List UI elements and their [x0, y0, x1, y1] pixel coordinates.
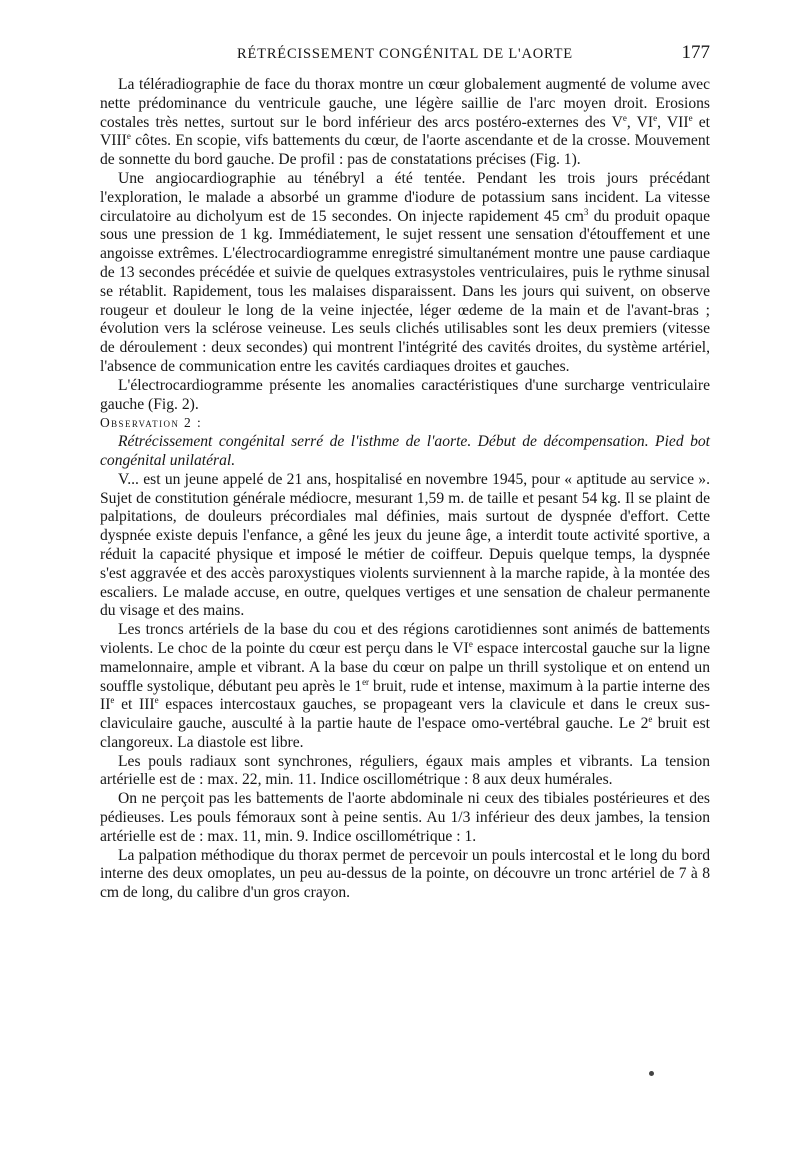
paragraph-history: V... est un jeune appelé de 21 ans, hospitalisé en novembre 1945, pour « aptitude au service ». Sujet de constitution générale médiocre, mesurant 1,59 m. de taille et pesant 54 kg. Il se plaint de palpitations, de douleurs précordiales mal définies, mais surtout de dyspnée d'effort. Cette dyspnée existe depuis l'enfance, a gêné les jeux du jeune âge, a interdit toute activité sportive, a réduit la capacité physique et imposé le métier de coiffeur. Depuis quelque temps, la dyspnée s'est aggravée et des accès paroxystiques violents surviennent à la marche rapide, à la montée des escaliers. Le malade accuse, en outre, quelques vertiges et une sensation de chaleur permanente du visage et des mains.: [100, 470, 710, 620]
paragraph-text: Les troncs artériels de la base du cou et des régions carotidiennes sont animés de battements violents. Le choc de la pointe du cœur est perçu dans le VI: [100, 621, 710, 657]
paragraph-ecg: L'électrocardiogramme présente les anomalies caractéristiques d'une surcharge ventriculaire gauche (Fig. 2).: [100, 376, 710, 413]
superscript: e: [110, 695, 115, 706]
paragraph-angiocardiography: [100, 170, 710, 377]
paragraph-text: côtes. En scopie, vifs battements du cœur, de l'aorte ascendante et de la crosse. Mouvement de sonnette du bord gauche. De profil : pas de constatations précises (Fig. 1).: [100, 132, 710, 169]
paragraph-text: , VI: [626, 113, 654, 131]
superscript: e: [468, 638, 473, 649]
superscript: 3: [583, 206, 589, 217]
superscript: e: [688, 112, 693, 123]
paragraph-text: Une angiocardiographie au ténébryl a été tentée. Pendant les trois jours précédant l'exploration, le malade a absorbé un gramme d'iodure de potassium sans incident. La vitesse circulatoire au dicholyum est de 15 secondes. On injecte rapidement 45 cm: [100, 169, 710, 225]
paragraph-text: La téléradiographie de face du thorax montre un cœur globalement augmenté de volume avec nette prédominance du ventricule gauche, une légère saillie de l'arc moyen droit. Erosions costales très nettes, surtout sur le bord inférieur des arcs postéro-externes des V: [100, 76, 710, 131]
superscript: e: [622, 112, 627, 123]
paragraph-text: bruit est clangoreux. La diastole est libre.: [100, 715, 710, 751]
running-header: [100, 42, 710, 68]
paragraph-text: espaces intercostaux gauches, se propageant vers la clavicule et dans le creux sus-claviculaire gauche, ausculté à la partie haute de l'espace omo-vertébral gauche. Le 2: [100, 696, 710, 733]
paragraph-pulses: Les pouls radiaux sont synchrones, réguliers, égaux mais amples et vibrants. La tension artérielle est de : max. 22, min. 11. Indice oscillométrique : 8 aux deux humérales.: [100, 752, 710, 789]
paragraph-cardiac-exam: [100, 621, 710, 753]
paragraph-text: et III: [114, 696, 155, 714]
paragraph-lower-limbs: On ne perçoit pas les battements de l'aorte abdominale ni ceux des tibiales postérieures et des pédieuses. Les pouls fémoraux sont à peine sentis. Au 1/3 inférieur des deux jambes, la tension artérielle est de : max. 11, min. 9. Indice oscillométrique : 1.: [100, 790, 710, 845]
paragraph-text: , VII: [657, 113, 689, 131]
superscript: e: [154, 695, 159, 706]
paragraph-text: et VIII: [100, 113, 710, 150]
superscript: e: [648, 713, 653, 724]
superscript: er: [362, 676, 370, 687]
paragraph-text: du produit opaque sous une pression de 1 kg. Immédiatement, le sujet ressent une sensation d'étouffement et une angoisse extrêmes. L'électrocardiogramme enregistré simultanément montre une pause cardiaque de 13 secondes précédée et suivie de quelques extrasystoles ventriculaires, puis le rythme sinusal se rétablit. Rapidement, tous les malaises disparaissent. Dans les jours qui suivent, on observe rougeur et douleur le long de la veine injectée, léger œdeme de la main et de l'avant-bras ; évolution vers la sclérose veineuse. Les seuls clichés utilisables sont les deux premiers (vitesse de déroulement : deux secondes) qui montrent l'intégrité des cavités droites, du système artériel, l'absence de communication entre les cavités cardiaques droites et gauches.: [100, 207, 710, 375]
page-number: 177: [681, 42, 710, 63]
superscript: e: [653, 112, 658, 123]
paragraph-text: espace intercostal gauche sur la ligne mamelonnaire, ample et vibrant. A la base du cœur on palpe un thrill systolique et on entend un souffle systolique, débutant peu après le 1: [100, 639, 710, 695]
article-body: [100, 76, 710, 903]
ink-speck: [649, 1071, 654, 1076]
paragraph-radiography: [100, 76, 710, 170]
paragraph-text: bruit, rude et intense, maximum à la partie interne des II: [100, 677, 710, 714]
superscript: e: [126, 131, 131, 142]
paragraph-thorax-palpation: La palpation méthodique du thorax permet de percevoir un pouls intercostal et le long du bord interne des deux omoplates, un peu au-dessus de la pointe, on découvre un tronc artériel de 7 à 8 cm de long, du calibre d'un gros crayon.: [100, 846, 710, 902]
running-title: RÉTRÉCISSEMENT CONGÉNITAL DE L'AORTE: [237, 46, 573, 62]
observation-title: Rétrécissement congénital serré de l'isthme de l'aorte. Début de décompensation. Pied bot congénital unilatéral.: [100, 433, 710, 469]
observation-heading: Observation 2 :: [100, 415, 203, 431]
